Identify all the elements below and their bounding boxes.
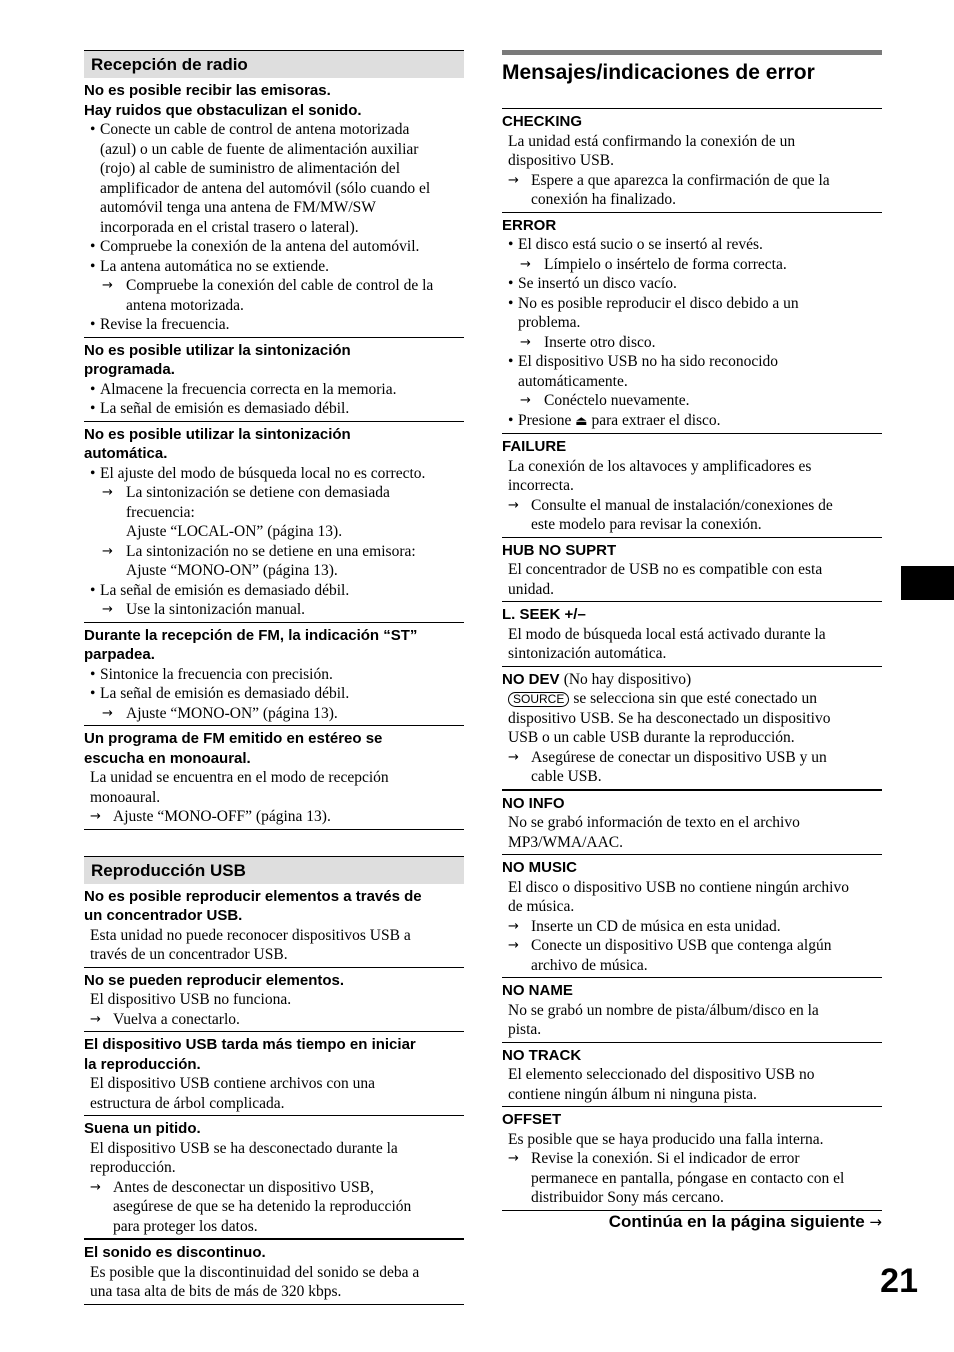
arrow-solution: → Inserte otro disco.: [502, 333, 882, 353]
message-code: NO MUSIC: [502, 859, 577, 876]
arrow-solution: → Ajuste “MONO-OFF” (página 13).: [84, 807, 464, 827]
description: El dispositivo USB no funciona.: [90, 991, 292, 1008]
description: La unidad se encuentra en el modo de recepción monoaural.: [90, 769, 389, 806]
arrow-solution: → Inserte un CD de música en esta unidad.: [502, 917, 882, 937]
arrow-solution: → Espere a que aparezca la confirmación de que la conexión ha finalizado.: [502, 171, 882, 210]
arrow-solution: → La sintonización no se detiene en una emisora: Ajuste “MONO-ON” (página 13).: [84, 542, 464, 581]
bullet-item: • La señal de emisión es demasiado débil.: [84, 684, 464, 704]
eject-icon: ⏏: [575, 413, 588, 429]
page-title: Mensajes/indicaciones de error: [502, 55, 882, 109]
description: No se grabó información de texto en el archivo MP3/WMA/AAC.: [508, 814, 800, 851]
message-error: [502, 213, 882, 435]
problem-title: Un programa de FM emitido en estéreo se escucha en monoaural.: [84, 730, 383, 767]
description: La conexión de los altavoces y amplificadores es incorrecta.: [508, 457, 812, 494]
trouble-block-discontinuous: [84, 1240, 464, 1305]
page-number: 21: [880, 1262, 918, 1300]
trouble-block-cannot-play: [84, 968, 464, 1033]
message-code: L. SEEK +/–: [502, 606, 586, 623]
problem-title: No es posible reproducir elementos a través de un concentrador USB.: [84, 887, 422, 924]
description: El disco o dispositivo USB no contiene ningún archivo de música.: [508, 878, 849, 915]
arrow-solution: → Conecte un dispositivo USB que contenga algún archivo de música.: [502, 936, 882, 975]
problem-title: No es posible recibir las emisoras. Hay ruidos que obstaculizan el sonido.: [84, 82, 362, 119]
problem-title: No se pueden reproducir elementos.: [84, 971, 345, 989]
description: El elemento seleccionado del dispositivo USB no contiene ningún álbum ni ninguna pista.: [508, 1066, 815, 1103]
message-offset: [502, 1107, 882, 1211]
bullet-item: • Compruebe la conexión de la antena del automóvil.: [84, 237, 464, 257]
bullet-item: • La señal de emisión es demasiado débil.: [84, 581, 464, 601]
problem-title: El dispositivo USB tarda más tiempo en iniciar la reproducción.: [84, 1036, 416, 1073]
continued-note: Continúa en la página siguiente →: [608, 1212, 882, 1231]
message-no-dev: [502, 667, 882, 791]
arrow-solution: → Ajuste “MONO-ON” (página 13).: [84, 704, 464, 724]
description: Es posible que se haya producido una falla interna.: [508, 1130, 824, 1148]
arrow-solution: → Use la sintonización manual.: [84, 600, 464, 620]
message-code: OFFSET: [502, 1111, 562, 1128]
bullet-item: • La antena automática no se extiende.: [84, 257, 464, 277]
message-code: NO INFO: [502, 794, 565, 812]
arrow-solution: → Revise la conexión. Si el indicador de error permanece en pantalla, póngase en contacto con el distribuidor Sony más cercano.: [502, 1149, 882, 1208]
arrow-solution: → Vuelva a conectarlo.: [84, 1010, 464, 1030]
right-column: [502, 50, 882, 1211]
message-code: NO TRACK: [502, 1046, 582, 1064]
problem-title: Durante la recepción de FM, la indicación “ST” parpadea.: [84, 626, 418, 663]
problem-title: No es posible utilizar la sintonización automática.: [84, 425, 351, 462]
message-code: HUB NO SUPRT: [502, 541, 617, 559]
trouble-block-beep: [84, 1116, 464, 1240]
side-tab-marker: [901, 566, 954, 600]
description: Esta unidad no puede reconocer dispositivos USB a través de un concentrador USB.: [90, 926, 411, 963]
section-heading-usb: Reproducción USB: [84, 856, 464, 884]
message-code: CHECKING: [502, 113, 583, 130]
message-code: ERROR: [502, 216, 557, 234]
description: El dispositivo USB se ha desconectado durante la reproducción.: [90, 1139, 398, 1176]
description: SOURCE se selecciona sin que esté conectado un dispositivo USB. Se ha desconectado un dispositivo USB o un cable USB durante la reproducción.: [508, 690, 831, 746]
trouble-block-monaural: [84, 726, 464, 830]
source-button-label: SOURCE: [508, 692, 569, 707]
description: Es posible que la discontinuidad del sonido se deba a una tasa alta de bits de más de 320 kbps.: [90, 1263, 420, 1300]
message-note: (No hay dispositivo): [563, 670, 692, 688]
arrow-solution: → Antes de desconectar un dispositivo USB, asegúrese de que se ha detenido la reproducción para proteger los datos.: [84, 1178, 464, 1237]
trouble-block-no-reception: [84, 78, 464, 338]
description: El dispositivo USB contiene archivos con una estructura de árbol complicada.: [90, 1075, 375, 1112]
trouble-block-auto-tuning: [84, 422, 464, 623]
trouble-block-slow-start: [84, 1032, 464, 1116]
message-code: NO NAME: [502, 982, 573, 999]
arrow-solution: → Compruebe la conexión del cable de control de la antena motorizada.: [84, 276, 464, 315]
bullet-item: • No es posible reproducir el disco debido a un problema.: [502, 294, 882, 333]
bullet-item: • Almacene la frecuencia correcta en la memoria.: [84, 380, 464, 400]
bullet-item: • El dispositivo USB no ha sido reconocido automáticamente.: [502, 352, 882, 391]
trouble-block-preset-tuning: [84, 338, 464, 422]
message-l-seek: [502, 602, 882, 667]
left-column: [84, 50, 464, 1305]
description: No se grabó un nombre de pista/álbum/disco en la pista.: [508, 1001, 819, 1038]
bullet-item: • El disco está sucio o se insertó al revés.: [502, 235, 882, 255]
message-code: FAILURE: [502, 438, 567, 455]
section-heading-radio: Recepción de radio: [84, 50, 464, 78]
description: El concentrador de USB no es compatible con esta unidad.: [508, 561, 823, 598]
bullet-item: • Conecte un cable de control de antena motorizada (azul) o un cable de fuente de alimentación auxiliar (rojo) al cable de suministro de alimentación del amplificador de antena del automóvil (sólo cuando el automóvil tenga una antena de FM/MW/SW incorporada en el cristal trasero o lateral).: [84, 120, 464, 237]
description: El modo de búsqueda local está activado durante la sintonización automática.: [508, 625, 826, 662]
arrow-solution: → Conéctelo nuevamente.: [502, 391, 882, 411]
message-no-music: [502, 855, 882, 978]
bullet-item: • La señal de emisión es demasiado débil.: [84, 399, 464, 419]
message-checking: [502, 109, 882, 213]
message-hub-no-suprt: [502, 538, 882, 603]
trouble-block-usb-hub: [84, 884, 464, 968]
arrow-solution: → Consulte el manual de instalación/conexiones de este modelo para revisar la conexión.: [502, 496, 882, 535]
problem-title: El sonido es discontinuo.: [84, 1244, 266, 1261]
problem-title: Suena un pitido.: [84, 1120, 201, 1137]
description: La unidad está confirmando la conexión de un dispositivo USB.: [508, 132, 796, 169]
bullet-item: • Revise la frecuencia.: [84, 315, 464, 335]
message-code: NO DEV (No hay dispositivo): [502, 670, 692, 688]
arrow-solution: → La sintonización se detiene con demasiada frecuencia: Ajuste “LOCAL-ON” (página 13).: [84, 483, 464, 542]
bullet-item: • El ajuste del modo de búsqueda local no es correcto.: [84, 464, 464, 484]
bullet-item: • Se insertó un disco vacío.: [502, 274, 882, 294]
arrow-solution: → Asegúrese de conectar un dispositivo USB y un cable USB.: [502, 748, 882, 787]
arrow-solution: → Límpielo o insértelo de forma correcta.: [502, 255, 882, 275]
bullet-item: • Sintonice la frecuencia con precisión.: [84, 665, 464, 685]
arrow-right-icon: →: [869, 1213, 882, 1231]
problem-title: No es posible utilizar la sintonización programada.: [84, 341, 351, 378]
message-no-track: [502, 1043, 882, 1108]
bullet-item: • Presione ⏏ para extraer el disco.: [502, 411, 882, 432]
message-failure: [502, 434, 882, 538]
message-no-info: [502, 791, 882, 856]
trouble-block-st-blinks: [84, 623, 464, 727]
message-no-name: [502, 978, 882, 1043]
